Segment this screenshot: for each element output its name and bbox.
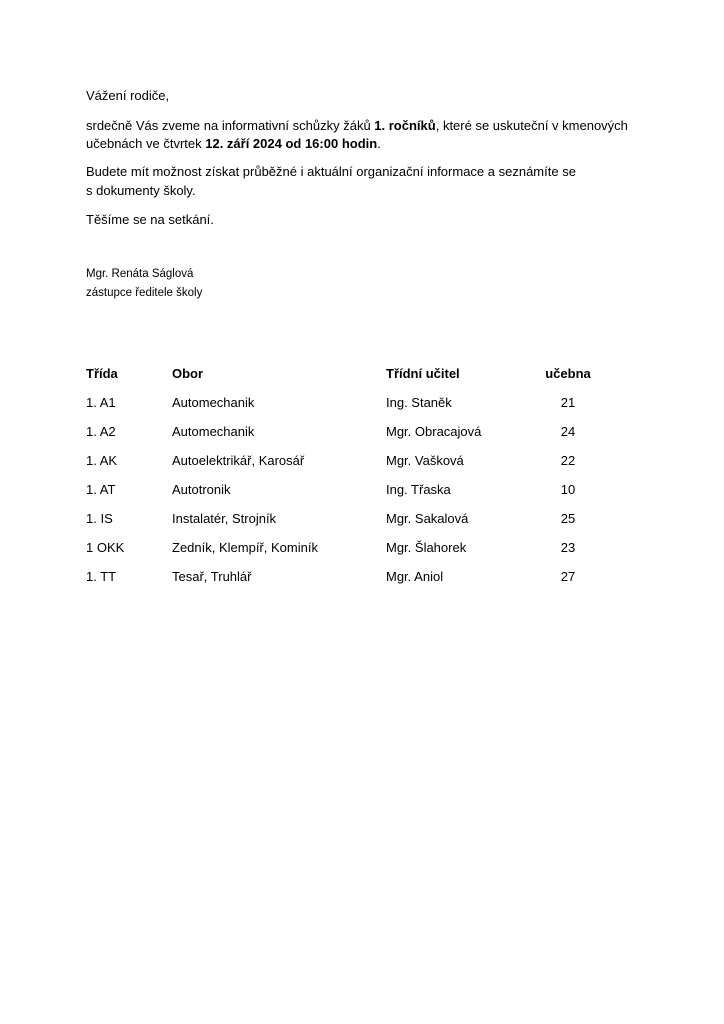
- class-cell: 1. A1: [86, 395, 116, 410]
- teacher-cell: Ing. Třaska: [386, 482, 451, 497]
- header-ucebna: učebna: [545, 366, 591, 381]
- invitation-text: , které se uskuteční v kmenových: [435, 118, 628, 133]
- room-cell: 22: [560, 453, 576, 468]
- invitation-line-2: [86, 134, 381, 154]
- class-cell: 1. AK: [86, 453, 118, 468]
- table-row: [86, 482, 606, 511]
- date-highlight: 12. září 2024 od 16:00 hodin: [205, 136, 378, 151]
- class-cell: 1. A2: [86, 424, 116, 439]
- table-header-row: [86, 366, 606, 395]
- table-row: [86, 395, 606, 424]
- header-trida: Třída: [86, 366, 118, 381]
- room-cell: 10: [560, 482, 576, 497]
- invitation-text: .: [377, 136, 381, 151]
- field-cell: Tesař, Truhlář: [172, 569, 252, 584]
- class-cell: 1. IS: [86, 511, 113, 526]
- room-cell: 21: [560, 395, 576, 410]
- table-row: [86, 424, 606, 453]
- signature-role: zástupce ředitele školy: [86, 287, 203, 299]
- field-cell: Automechanik: [172, 395, 255, 410]
- table-row: [86, 569, 606, 598]
- header-tridni-ucitel: Třídní učitel: [386, 366, 460, 381]
- teacher-cell: Mgr. Šlahorek: [386, 540, 467, 555]
- field-cell: Automechanik: [172, 424, 255, 439]
- class-cell: 1. TT: [86, 569, 117, 584]
- table-row: [86, 540, 606, 569]
- class-table: [86, 366, 606, 598]
- invitation-line-1: [86, 116, 628, 136]
- field-cell: Instalatér, Strojník: [172, 511, 277, 526]
- field-cell: Autoelektrikář, Karosář: [172, 453, 305, 468]
- class-cell: 1 OKK: [86, 540, 125, 555]
- teacher-cell: Ing. Staněk: [386, 395, 452, 410]
- header-obor: Obor: [172, 366, 204, 381]
- invitation-text: učebnách ve čtvrtek: [86, 136, 206, 151]
- teacher-cell: Mgr. Vašková: [386, 453, 464, 468]
- field-cell: Zedník, Klempíř, Kominík: [172, 540, 318, 555]
- field-cell: Autotronik: [172, 482, 231, 497]
- room-cell: 23: [560, 540, 576, 555]
- table-row: [86, 511, 606, 540]
- closing: Těšíme se na setkání.: [86, 212, 214, 227]
- grade-highlight: 1. ročníků: [374, 118, 436, 133]
- teacher-cell: Mgr. Obracajová: [386, 424, 482, 439]
- teacher-cell: Mgr. Aniol: [386, 569, 444, 584]
- invitation-text: srdečně Vás zveme na informativní schůzky žáků: [86, 118, 375, 133]
- signature-name: Mgr. Renáta Ságlová: [86, 268, 194, 280]
- info-line-1: Budete mít možnost získat průběžné i aktuální organizační informace a seznámíte se: [86, 164, 576, 179]
- class-cell: 1. AT: [86, 482, 116, 497]
- table-row: [86, 453, 606, 482]
- room-cell: 25: [560, 511, 576, 526]
- info-line-2: s dokumenty školy.: [86, 183, 196, 198]
- greeting: Vážení rodiče,: [86, 88, 170, 103]
- room-cell: 27: [560, 569, 576, 584]
- teacher-cell: Mgr. Sakalová: [386, 511, 469, 526]
- room-cell: 24: [560, 424, 576, 439]
